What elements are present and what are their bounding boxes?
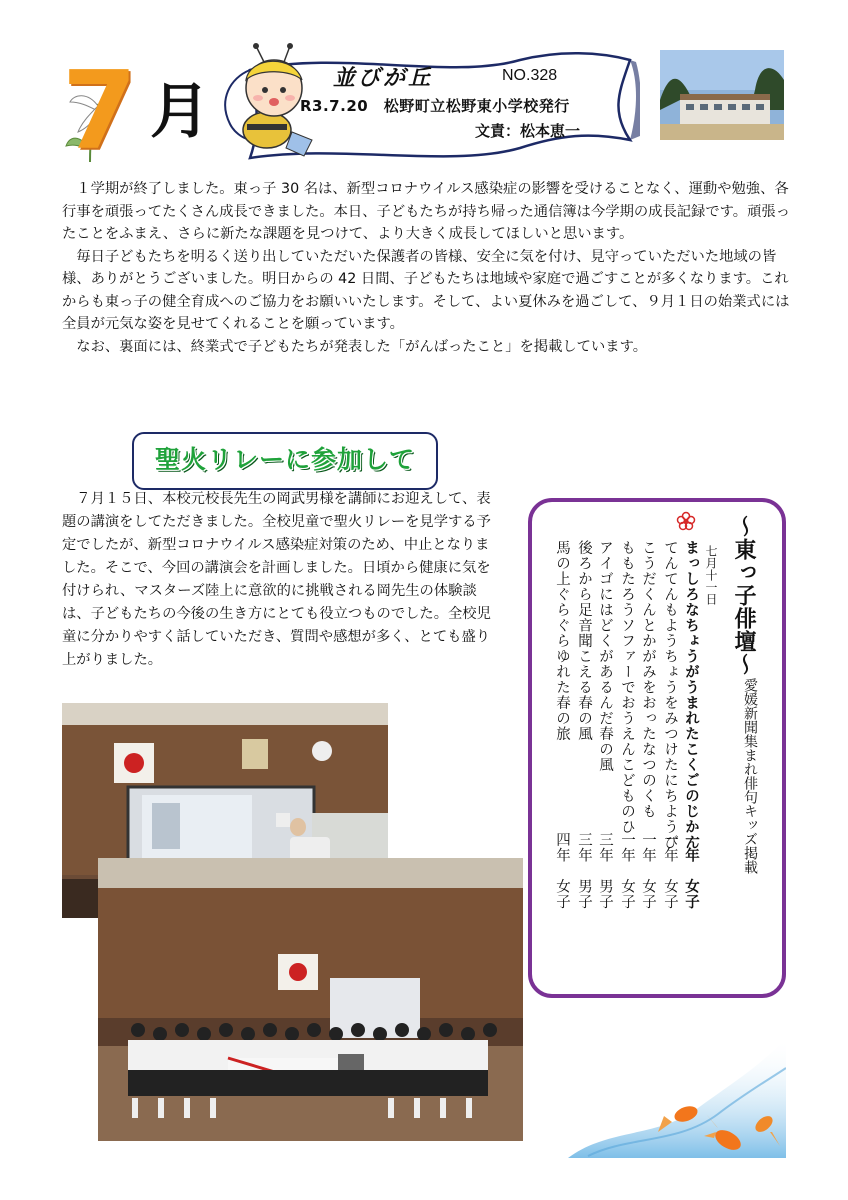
section-heading: 聖火リレーに参加して xyxy=(154,445,415,474)
haiku-author: 一年 女子 xyxy=(640,832,656,910)
author-credit: 文責：松本恵一 xyxy=(475,122,581,140)
intro-paragraph-2: 毎日子どもたちを明るく送り出していただいた保護者の皆様、安全に気を付け、見守っていただいた地域の皆様、ありがとうございました。明日からの 42 日間、子どもたちは地域や家庭で過ごすことが多くなります。これからも東っ子の健全育成へのご協力をお願いいたします。そして、よい夏休みを過ごして、９月１日の始業式には全員が元気な姿を見せてくれることを願っています。 xyxy=(62,248,790,332)
haiku-author: 三年 男子 xyxy=(576,832,592,910)
haiku-author: 一年 女子 xyxy=(619,832,635,910)
torch-relay-article xyxy=(62,488,498,672)
school-building-photo xyxy=(660,50,784,140)
publication-info: R3.7.20 松野町立松野東小学校発行 xyxy=(300,97,570,115)
month-number: 7 xyxy=(62,49,138,174)
haiku-text: まっしろなちょうがうまれたこくごのじかん xyxy=(683,540,699,850)
haiku-text: 馬の上ぐらぐらゆれた春の旅 xyxy=(554,540,570,742)
haiku-author: 一年 女子 xyxy=(683,832,699,910)
intro-paragraph-3: なお、裏面には、終業式で子どもたちが発表した「がんばったこと」を掲載しています。 xyxy=(76,338,648,355)
haiku-text: てんてんもようちょうをみつけたにちようび xyxy=(662,540,678,850)
newsletter-title: 並びが丘 xyxy=(333,65,434,91)
intro-text xyxy=(62,178,792,358)
haiku-text: 後ろから足音聞こえる春の風 xyxy=(576,540,592,742)
haiku-text: ももたろうソファーでおうえんこどものひ xyxy=(619,540,635,835)
haiku-author: 三年 男子 xyxy=(597,832,613,910)
flower-icon xyxy=(676,511,696,531)
intro-paragraph-1: １学期が終了しました。東っ子 30 名は、新型コロナウイルス感染症の影響を受けることなく、運動や勉強、各行事を頑張ってたくさん成長できました。本日、子どもたちが持ち帰った通信簿は今学期の成長記録です。頑張ったことをふまえ、さらに新たな課題を見つけて、より大きく成長してほしいと思います。 xyxy=(62,181,790,242)
month-label: 月 xyxy=(150,77,210,147)
haiku-author: 四年 女子 xyxy=(554,832,570,910)
group-photo xyxy=(98,858,523,1141)
issue-number: NO.328 xyxy=(502,67,558,84)
article-body: ７月１５日、本校元校長先生の岡武男様を講師にお迎えして、表題の講演をしてただきました。全校児童で聖火リレーを見学する予定でしたが、新型コロナウイルス感染症対策のため、中止となりました。そこで、今回の講演会を計画しました。日頃から健康に気を付けられ、マスターズ陸上に意欲的に挑戦される岡先生の体験談は、子どもたちの今後の生き方にとても役立つものでした。全校児童に分かりやすく話していただき、質問や感想が多く、とても盛り上がりました。 xyxy=(62,491,491,668)
goldfish-icon xyxy=(568,1028,786,1158)
haiku-date: 七月十一日 xyxy=(704,545,718,605)
haiku-author: 一年 女子 xyxy=(662,832,678,910)
haiku-subtitle: 愛媛新聞集まれ俳句キッズ掲載 xyxy=(742,678,758,874)
haiku-text: アイゴにはどくがあるんだ春の風 xyxy=(597,540,613,773)
haiku-title: ～東っ子俳壇～ xyxy=(731,515,756,676)
haiku-text: こうだくんとかがみをおったなつのくも xyxy=(640,540,656,819)
